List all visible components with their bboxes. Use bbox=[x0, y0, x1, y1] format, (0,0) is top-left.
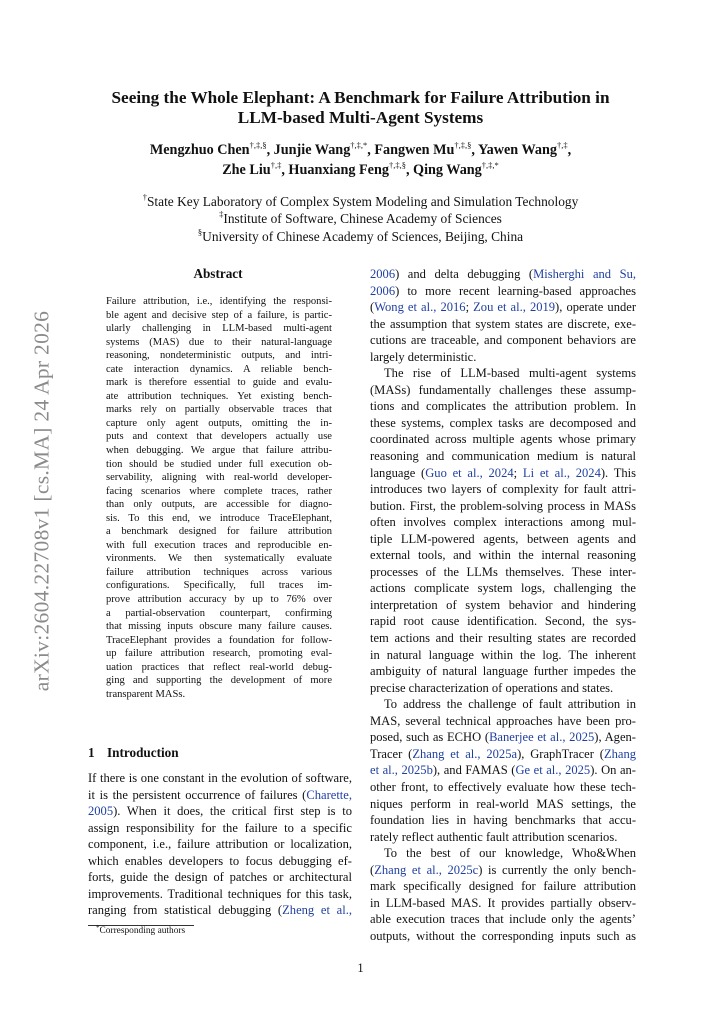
text-line bbox=[88, 869, 352, 886]
text-run: in natural language within the log. The inherent bbox=[370, 647, 636, 662]
text-run: precise characterization of operations and states. bbox=[370, 680, 614, 695]
text-run: these systems, complex tasks are decomposed and bbox=[370, 415, 636, 430]
author-affiliation-marks: †,‡,§ bbox=[454, 140, 472, 150]
text-run: ; bbox=[465, 300, 474, 315]
citation-link[interactable]: Misherghi and Su, bbox=[533, 267, 636, 281]
abstract-line: up failure attribution research, promoting eval- bbox=[106, 648, 332, 660]
author-separator: , bbox=[405, 162, 414, 178]
text-line bbox=[370, 746, 636, 763]
text-run: niques perform in real-world MAS settings, the bbox=[370, 796, 636, 811]
abstract-line: when debugging. We argue that failure attribu- bbox=[106, 445, 332, 457]
abstract-line: Failure attribution, i.e., identifying the responsi- bbox=[106, 296, 332, 307]
text-run: tiple LLM-powered agents, between agents and bbox=[370, 531, 636, 546]
paper-title bbox=[100, 88, 621, 128]
text-run: (MASs) fundamentally challenges these assump- bbox=[370, 382, 636, 397]
title-line: Seeing the Whole Elephant: A Benchmark for Failure Attribution in bbox=[111, 88, 610, 107]
author-name: Huanxiang Feng bbox=[288, 162, 389, 178]
text-line bbox=[370, 630, 636, 647]
text-line bbox=[370, 812, 636, 829]
text-run: assign responsibility for the failure to a specific bbox=[88, 820, 352, 835]
footnote-mark: * bbox=[96, 924, 100, 932]
abstract-line: systems (MAS) due to their natural-language bbox=[106, 336, 332, 348]
text-run: which enables developers to focus debugging ef- bbox=[88, 853, 352, 868]
text-line bbox=[370, 613, 636, 630]
author-affiliation-marks: †,‡,* bbox=[481, 160, 499, 170]
text-run: improvements. Traditional techniques for this task, bbox=[88, 886, 352, 901]
text-line bbox=[370, 531, 636, 548]
abstract-line: ging and supporting the development of more bbox=[106, 675, 332, 687]
abstract-line: configurations. Specifically, full traces im- bbox=[106, 580, 332, 592]
text-run: ambiguity of natural language further impedes the bbox=[370, 664, 636, 679]
abstract-line: capture only agent outputs, omitting the in- bbox=[106, 417, 332, 429]
abstract-line: failure attribution techniques across various bbox=[106, 566, 332, 578]
text-run: ) is currently the only bench- bbox=[478, 862, 636, 877]
text-run: foundation lies in having benchmarks that accu- bbox=[370, 813, 636, 828]
text-run: rapid root cause identification. Second, the sys- bbox=[370, 614, 636, 629]
text-line bbox=[370, 547, 636, 564]
page-number: 1 bbox=[357, 961, 364, 975]
text-run: ( bbox=[370, 862, 375, 877]
abstract-line: transparent MASs. bbox=[106, 688, 186, 700]
text-run: ), operate under bbox=[555, 300, 636, 315]
text-line bbox=[370, 382, 636, 399]
text-run: tions and complicates the attribution problem. In bbox=[370, 399, 636, 414]
text-line bbox=[88, 803, 352, 820]
text-run: coordinated across multiple agents whose primary bbox=[370, 432, 636, 447]
text-line bbox=[88, 820, 352, 837]
text-line bbox=[370, 431, 636, 448]
text-line bbox=[370, 514, 636, 531]
text-line bbox=[370, 266, 636, 283]
abstract-line: ate attribution techniques. Yet existing bench- bbox=[106, 390, 332, 402]
abstract-line: prove attribution accuracy by up to 76% over bbox=[106, 594, 332, 606]
author-separator: , bbox=[471, 142, 478, 158]
affiliation-mark: § bbox=[197, 226, 203, 237]
abstract-line: mark is therefore essential to guide and evalu- bbox=[106, 377, 332, 389]
text-run: The rise of LLM-based multi-agent systems bbox=[384, 366, 636, 381]
text-line bbox=[370, 398, 636, 415]
text-line bbox=[370, 680, 636, 697]
text-line bbox=[370, 911, 636, 928]
text-line bbox=[370, 580, 636, 597]
arxiv-stamp bbox=[27, 296, 57, 706]
citation-link[interactable]: Zhang et al., 2025a bbox=[412, 746, 518, 761]
text-run: ). On an- bbox=[590, 763, 636, 778]
author-affiliation-marks: †,‡ bbox=[270, 160, 282, 170]
text-line bbox=[370, 845, 636, 862]
text-line bbox=[370, 663, 636, 680]
citation-link[interactable]: Guo et al., 2024 bbox=[425, 465, 514, 480]
text-run: ranging from statistical debugging ( bbox=[88, 903, 283, 917]
abstract-line: marks rely on partially observable traces that bbox=[106, 404, 332, 416]
citation-link[interactable]: Charette, bbox=[306, 787, 352, 802]
author-affiliation-marks: †,‡ bbox=[556, 140, 568, 150]
text-line bbox=[88, 787, 352, 804]
abstract-line: ble agent and decisive step of a failure, is partic- bbox=[106, 309, 332, 321]
affiliation bbox=[100, 193, 621, 210]
text-line bbox=[370, 332, 636, 349]
affiliation-mark: ‡ bbox=[219, 209, 224, 220]
text-run: external tools, and within the internal reasoning bbox=[370, 548, 636, 563]
text-run: To address the challenge of fault attribution in bbox=[384, 697, 636, 712]
text-run: posed, such as ECHO ( bbox=[370, 730, 490, 745]
text-line bbox=[370, 481, 636, 498]
text-run: component, i.e., failure attribution or localization, bbox=[88, 837, 352, 851]
abstract-line: reasoning, nondeterministic outputs, and intri- bbox=[106, 350, 332, 362]
affiliation bbox=[100, 228, 621, 245]
text-line bbox=[370, 564, 636, 581]
text-run: MAS, several technical approaches have been pro- bbox=[370, 713, 636, 728]
text-run: ; bbox=[513, 465, 523, 480]
abstract-line: tion should be studied under full execution ob- bbox=[106, 458, 332, 470]
text-run: interpretation of system behavior and hindering bbox=[370, 597, 636, 612]
section-title: Introduction bbox=[107, 745, 179, 760]
text-run: ) to more recent learning-based approaches bbox=[395, 283, 636, 298]
section-number: 1 bbox=[88, 745, 95, 760]
text-line bbox=[370, 878, 636, 895]
text-run: able execution traces that include only the agents’ bbox=[370, 912, 636, 927]
citation-link[interactable]: Banerjee et al., 2025 bbox=[489, 730, 595, 745]
citation-link[interactable]: 2006 bbox=[370, 283, 396, 298]
abstract-line: TraceElephant provides a foundation for follow- bbox=[106, 634, 332, 646]
citation-link[interactable]: Li et al., 2024 bbox=[522, 465, 601, 480]
citation-link[interactable]: 2006 bbox=[370, 267, 396, 281]
abstract-line: cate interaction dynamics. A reliable bench- bbox=[106, 363, 332, 375]
abstract-line: that missing inputs obscure many failure causes. bbox=[106, 621, 332, 633]
text-line bbox=[370, 498, 636, 515]
text-run: rately reflect authentic fault attribution scenarios. bbox=[370, 829, 618, 844]
text-line bbox=[88, 902, 352, 919]
text-run: ), GraphTracer ( bbox=[517, 746, 604, 761]
citation-link[interactable]: Zhang et al., 2025c bbox=[374, 862, 479, 877]
text-run: mark specifically designed for failure attribution bbox=[370, 879, 636, 894]
abstract-line: puts and context that developers actually use bbox=[106, 431, 332, 443]
text-run: introduces two layers of complexity for fault attri- bbox=[370, 482, 636, 497]
author-name: Yawen Wang bbox=[477, 142, 557, 158]
author-name: Mengzhuo Chen bbox=[149, 142, 250, 158]
text-run: ). This bbox=[600, 465, 637, 480]
text-run: bution. First, the problem-solving process in MASs bbox=[370, 498, 636, 513]
text-run: largely deterministic. bbox=[370, 349, 477, 364]
text-run: ), and FAMAS ( bbox=[432, 763, 516, 778]
right-column-text bbox=[370, 266, 636, 944]
text-line bbox=[88, 886, 352, 903]
author-separator: , bbox=[281, 162, 289, 178]
text-run: actions complicate system logs, challenging the bbox=[370, 581, 636, 596]
author-list bbox=[100, 140, 621, 180]
text-line bbox=[370, 299, 636, 316]
abstract-line: a partial-observation counterpart, confirming bbox=[106, 607, 332, 619]
text-line bbox=[370, 829, 636, 846]
affiliation-text: State Key Laboratory of Complex System Modeling and Simulation Technology bbox=[146, 194, 579, 209]
author-name: Zhe Liu bbox=[222, 162, 271, 178]
citation-link[interactable]: Zhang bbox=[603, 746, 636, 761]
affiliation-text: University of Chinese Academy of Sciences, Beijing, China bbox=[202, 228, 524, 244]
affiliation-text: Institute of Software, Chinese Academy of Sciences bbox=[223, 211, 502, 227]
abstract-line: a benchmark designed for failure attribution bbox=[106, 526, 332, 538]
abstract-line: with full execution traces and reproducible en- bbox=[106, 539, 332, 551]
text-line bbox=[370, 415, 636, 432]
abstract-line: servability, aligning with real-world developer- bbox=[106, 472, 332, 484]
text-run: ). When it does, the critical first step is to bbox=[113, 804, 352, 818]
text-line bbox=[370, 448, 636, 465]
citation-link[interactable]: Zou et al., 2019 bbox=[473, 300, 556, 315]
text-line bbox=[370, 762, 636, 779]
citation-link[interactable]: 2005 bbox=[88, 804, 114, 818]
text-run: other front, to effectively evaluate how these tech- bbox=[370, 779, 636, 794]
text-line bbox=[88, 853, 352, 870]
intro-paragraph bbox=[88, 770, 352, 919]
text-run: forts, guide the design of patches or architectural bbox=[88, 870, 352, 884]
author-line bbox=[100, 160, 621, 180]
text-line bbox=[370, 647, 636, 664]
text-line bbox=[370, 895, 636, 912]
text-run: cutions are traceable, and component behaviors are bbox=[370, 333, 636, 348]
text-line bbox=[88, 770, 352, 787]
abstract-line: vironments. We then systematically evaluate bbox=[106, 553, 332, 565]
text-line bbox=[370, 928, 636, 945]
text-run: ) and delta debugging ( bbox=[395, 267, 534, 281]
text-line bbox=[370, 696, 636, 713]
section-heading bbox=[88, 745, 179, 761]
text-line bbox=[370, 283, 636, 300]
author-name: Fangwen Mu bbox=[374, 142, 455, 158]
citation-link[interactable]: et al., 2025b bbox=[370, 763, 433, 778]
author-affiliation-marks: †,‡,§ bbox=[388, 160, 406, 170]
author-name: Junjie Wang bbox=[273, 142, 351, 158]
abstract-line: uation practices that reflect real-world debug- bbox=[106, 661, 332, 673]
text-run: If there is one constant in the evolution of software, bbox=[88, 771, 352, 785]
text-run: ( bbox=[370, 300, 375, 315]
abstract-heading: Abstract bbox=[193, 266, 243, 281]
text-run: reasoning and communication medium is natural bbox=[370, 449, 636, 464]
text-line bbox=[370, 779, 636, 796]
text-run: processes of the LLMs themselves. These inter- bbox=[370, 564, 636, 579]
author-name: Qing Wang bbox=[413, 162, 482, 178]
author-affiliation-marks: †,‡,* bbox=[350, 140, 368, 150]
text-line bbox=[370, 713, 636, 730]
affiliation bbox=[100, 210, 621, 227]
footnote bbox=[96, 926, 185, 936]
text-run: often involves complex interactions among mul- bbox=[370, 515, 636, 530]
abstract-line: ularly challenging in LLM-based multi-agent bbox=[106, 323, 332, 335]
text-line bbox=[370, 862, 636, 879]
text-line bbox=[370, 349, 636, 366]
text-line bbox=[370, 796, 636, 813]
text-line bbox=[370, 316, 636, 333]
arxiv-identifier: arXiv:2604.22708v1 [cs.MA] 24 Apr 2026 bbox=[29, 310, 54, 692]
author-affiliation-marks: †,‡,§ bbox=[249, 140, 267, 150]
text-line bbox=[370, 597, 636, 614]
text-line bbox=[370, 365, 636, 382]
author-separator: , bbox=[567, 142, 572, 158]
citation-link[interactable]: Ge et al., 2025 bbox=[515, 763, 591, 778]
text-run: outputs, without the corresponding inputs such as bbox=[370, 928, 636, 943]
abstract-line: sis. To this end, we introduce TraceElephant, bbox=[106, 512, 332, 524]
author-separator: , bbox=[266, 142, 274, 158]
citation-link[interactable]: Wong et al., 2016 bbox=[374, 300, 466, 315]
text-run: in LLM-based MAS. It provides partially observ- bbox=[370, 895, 636, 910]
text-line bbox=[370, 729, 636, 746]
text-run: language ( bbox=[370, 465, 426, 480]
text-run: To the best of our knowledge, Who&When bbox=[384, 846, 636, 861]
citation-link[interactable]: Zheng et al., bbox=[282, 903, 352, 917]
text-run: the assumption that system states are discrete, exe- bbox=[370, 316, 636, 331]
author-separator: , bbox=[367, 142, 375, 158]
abstract-line: facing scenarios where complete traces, rather bbox=[106, 485, 332, 497]
abstract-body bbox=[106, 295, 332, 701]
footnote-text: Corresponding authors bbox=[99, 926, 186, 936]
affiliation-mark: † bbox=[142, 192, 147, 202]
text-line bbox=[88, 836, 352, 853]
text-run: it is the persistent occurrence of failures ( bbox=[88, 787, 307, 802]
text-run: ), Agen- bbox=[594, 730, 636, 745]
affiliations bbox=[100, 193, 621, 245]
abstract-line: than only outputs, are accessible for diagno- bbox=[106, 499, 332, 511]
text-run: tem actions and their resulting states are recorded bbox=[370, 631, 636, 646]
author-line bbox=[100, 140, 621, 160]
text-run: Tracer ( bbox=[370, 746, 413, 761]
title-line: LLM-based Multi-Agent Systems bbox=[237, 108, 484, 127]
text-line bbox=[370, 465, 636, 482]
